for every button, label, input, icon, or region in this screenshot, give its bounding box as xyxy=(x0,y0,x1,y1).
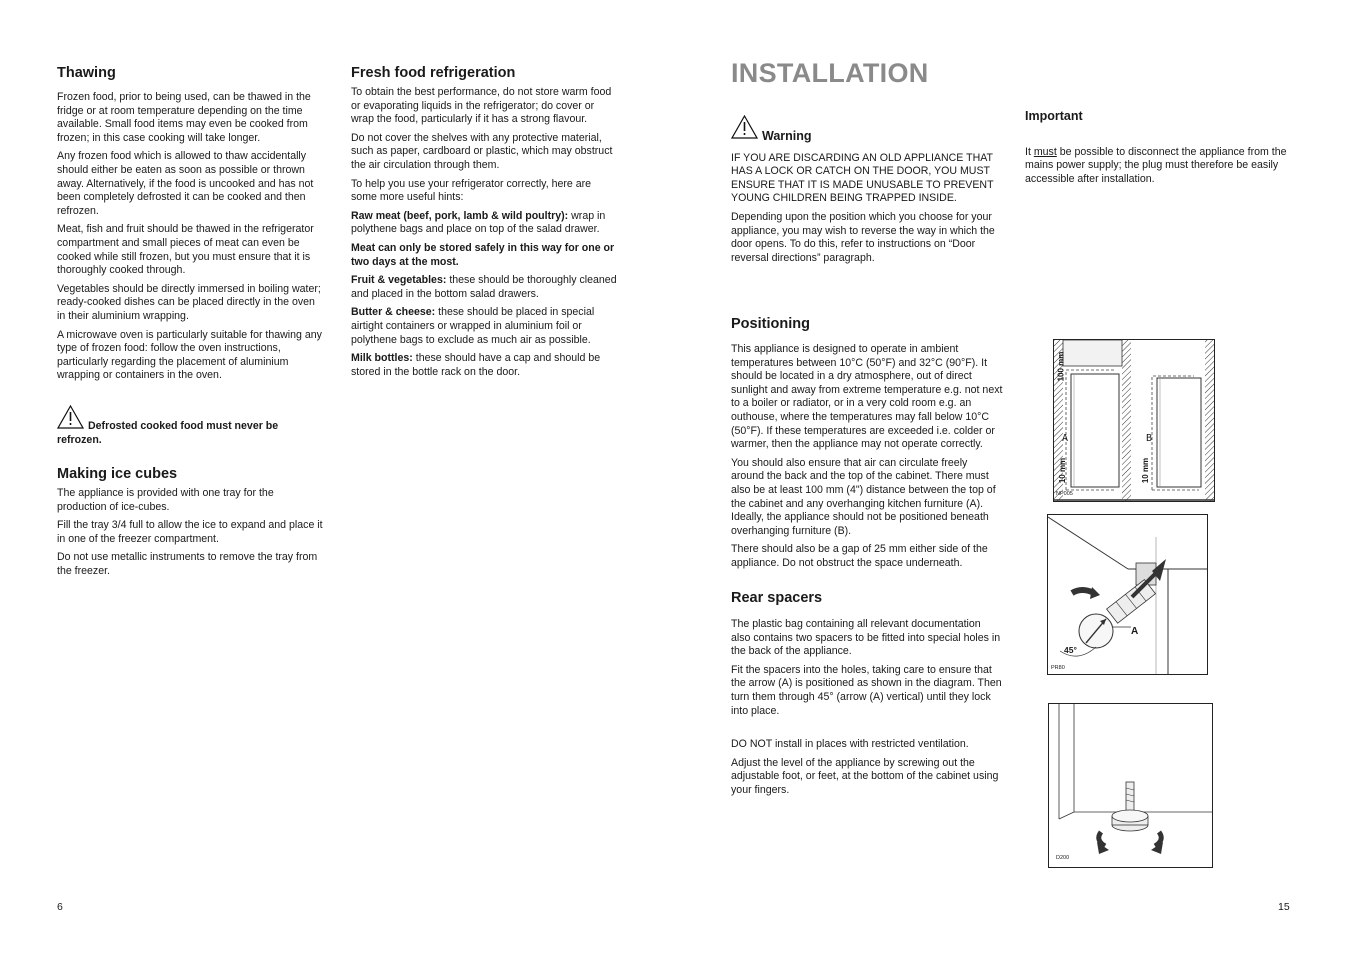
text-pre: It xyxy=(1025,145,1034,158)
dim-label-bottom-a: 10 mm xyxy=(1058,457,1068,484)
page-number-left: 6 xyxy=(57,901,63,913)
rear-heading: Rear spacers xyxy=(731,590,823,606)
hint-text: wrap in polythene bags and place on top of the salad drawer. xyxy=(351,209,606,236)
raw-meat-hint xyxy=(351,210,617,237)
paragraph: The appliance is provided with one tray for the production of ice-cubes. xyxy=(57,487,274,513)
important-section xyxy=(1025,110,1295,191)
paragraph: The plastic bag containing all relevant documentation also contains two spacers to be fitted into special holes in the back of the appliance. xyxy=(731,618,1001,658)
page-number-right: 15 xyxy=(1278,901,1290,913)
adjustable-foot-figure xyxy=(1048,703,1213,868)
warning-section xyxy=(731,115,1003,270)
warning-caps: IF YOU ARE DISCARDING AN OLD APPLIANCE THAT HAS A LOCK OR CATCH ON THE DOOR, YOU MUST ENSURE THAT IT IS MADE UNUSABLE TO PREVENT YOUNG CHILDREN BEING TRAPPED INSIDE. xyxy=(731,151,994,205)
angle-label: 45° xyxy=(1064,645,1077,655)
label-a: A xyxy=(1062,433,1069,444)
hint-text: these should be placed in special airtight containers or wrapped in aluminium foil or polythene bags to exclude as much air as possible. xyxy=(351,306,595,346)
page-title: INSTALLATION xyxy=(731,58,929,88)
paragraph: You should also ensure that air can circulate freely around the back and the top of the cabinet. There must also be at least 100 mm (4") distance between the top of the cabinet and any overhanging kitchen furniture (A). Ideally, the appliance should not be positioned beneath overhanging furniture (B). xyxy=(731,456,996,537)
figure-code: PR80 xyxy=(1051,665,1065,671)
ice-section xyxy=(57,487,325,584)
paragraph: To help you use your refrigerator correctly, here are some more useful hints: xyxy=(351,177,592,204)
paragraph: Frozen food, prior to being used, can be thawed in the fridge or at room temperature depending on the time available. Small food items may even be cooked from frozen; in this case cooking will take longer. xyxy=(57,91,311,144)
paragraph: Do not use metallic instruments to remove the tray from the freezer. xyxy=(57,551,318,577)
paragraph: Do not cover the shelves with any protective material, such as paper, cardboard or plastic, which may obstruct the air circulation through them. xyxy=(351,131,613,171)
fresh-heading: Fresh food refrigeration xyxy=(351,65,516,81)
thawing-heading: Thawing xyxy=(57,65,116,81)
clearance-figure xyxy=(1053,339,1215,502)
text-underlined: must xyxy=(1033,145,1057,158)
dim-label-top: 100 mm xyxy=(1056,351,1066,382)
figure-code: D200 xyxy=(1056,855,1070,861)
paragraph: There should also be a gap of 25 mm either side of the appliance. Do not obstruct the space underneath. xyxy=(731,543,988,569)
butter-hint xyxy=(351,306,617,347)
warning-heading: Warning xyxy=(762,129,812,143)
label-a: A xyxy=(1131,626,1139,637)
ventilation-note: DO NOT install in places with restricted ventilation. xyxy=(731,738,969,751)
fresh-section xyxy=(351,86,617,384)
hint-label: Raw meat (beef, pork, lamb & wild poultry): xyxy=(351,209,569,222)
milk-hint xyxy=(351,352,617,379)
paragraph: Meat, fish and fruit should be thawed in the refrigerator compartment and small pieces of meat can even be cooked while still frozen, but you must ensure that it is thoroughly cooked through. xyxy=(57,223,314,277)
warning-triangle-icon xyxy=(731,115,762,144)
hint-label: Butter & cheese: xyxy=(351,306,436,319)
adjust-note: Adjust the level of the appliance by screwing out the adjustable foot, or feet, at the bottom of the cabinet using your fingers. xyxy=(731,756,999,796)
warning-text: Defrosted cooked food must never be refrozen. xyxy=(57,420,279,446)
important-text xyxy=(1025,146,1295,187)
fruit-hint xyxy=(351,274,617,301)
thawing-section xyxy=(57,91,325,388)
rear-spacer-figure xyxy=(1047,514,1208,675)
warning-triangle-icon xyxy=(57,405,84,434)
label-b: B xyxy=(1146,433,1153,444)
rear-section xyxy=(731,618,1003,803)
paragraph: Any frozen food which is allowed to thaw accidentally should either be eaten as soon as possible or thrown away. Alternatively, if the food is uncooked and has not been completely defrosted it can be cooked and then refrozen. xyxy=(57,150,314,217)
hint-label: Fruit & vegetables: xyxy=(351,274,447,287)
paragraph: Vegetables should be directly immersed in boiling water; ready-cooked dishes can be placed directly in the oven in their aluminium wrapping. xyxy=(57,282,321,322)
hint-text: these should have a cap and should be stored in the bottle rack on the door. xyxy=(351,352,601,378)
positioning-section xyxy=(731,343,1003,576)
hint-label: Milk bottles: xyxy=(351,352,413,365)
ice-heading: Making ice cubes xyxy=(57,466,178,482)
paragraph: This appliance is designed to operate in ambient temperatures between 10°C (50°F) and 32°C (90°F). It should be located in a dry atmosphere, out of direct sunlight and away from extreme temperature e.g. not next to a boiler or radiator, or in a very cold room e.g. an outhouse, where the temperatures may fall below 10°C (50°F). If these temperatures are exceeded i.e. colder or warmer, then the appliance may not operate correctly. xyxy=(731,343,1003,451)
hint-text: these should be thoroughly cleaned and placed in the bottom salad drawers. xyxy=(351,274,617,300)
meat-note: Meat can only be stored safely in this way for one or two days at the most. xyxy=(351,241,615,268)
warning-text: Depending upon the position which you choose for your appliance, you may wish to reverse the way in which the door opens. To do this, refer to instructions on “Door reversal directions” paragraph. xyxy=(731,210,995,264)
paragraph: A microwave oven is particularly suitable for thawing any type of frozen food: follow the oven instructions, particularly regarding the placement of aluminium wrapping or containers in the oven. xyxy=(57,328,322,382)
paragraph: Fill the tray 3/4 full to allow the ice to expand and place it in one of the freezer compartment. xyxy=(57,519,323,545)
important-heading: Important xyxy=(1025,109,1083,123)
dim-label-bottom-b: 10 mm xyxy=(1141,457,1151,484)
text-post: be possible to disconnect the appliance from the mains power supply; the plug must therefore be easily accessible after installation. xyxy=(1025,145,1287,185)
figure-code: NP005 xyxy=(1056,491,1073,497)
thawing-warning xyxy=(57,405,317,447)
paragraph: Fit the spacers into the holes, taking care to ensure that the arrow (A) is positioned as shown in the diagram. Then turn them through 45° (arrow (A) vertical) until they lock into place. xyxy=(731,663,1002,717)
positioning-heading: Positioning xyxy=(731,316,810,332)
paragraph: To obtain the best performance, do not store warm food or evaporating liquids in the refrigerator; do cover or wrap the food, particularly if it has a strong flavour. xyxy=(351,86,612,126)
